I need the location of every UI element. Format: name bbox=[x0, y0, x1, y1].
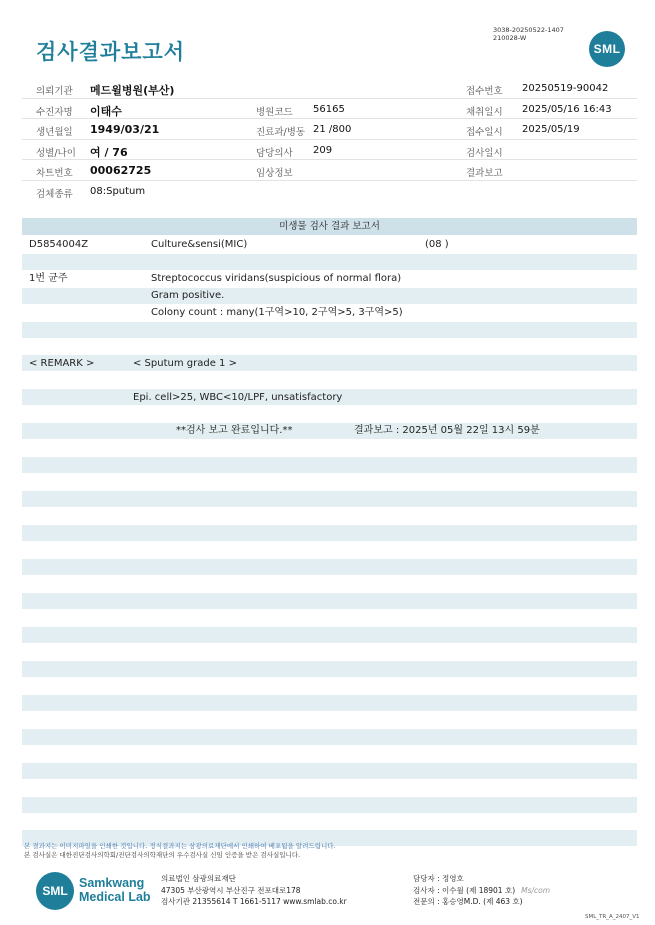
received-label: 접수일시 bbox=[466, 127, 503, 138]
isolate-label: 1번 균주 bbox=[29, 273, 68, 284]
info-row bbox=[22, 99, 637, 120]
staff-info bbox=[413, 873, 550, 908]
name-value: 이태수 bbox=[90, 104, 122, 118]
stripe-row bbox=[22, 491, 637, 507]
info-row bbox=[22, 78, 637, 99]
sex-age-value: 여 / 76 bbox=[90, 145, 128, 159]
lab-address bbox=[161, 873, 347, 908]
sml-footer-logo-icon: SML bbox=[36, 872, 74, 910]
brand-name-line2: Medical Lab bbox=[79, 890, 151, 904]
test-spec: (08 ) bbox=[425, 239, 449, 250]
document-code-line2: 210028-W bbox=[493, 34, 527, 42]
stripe-row bbox=[22, 627, 637, 643]
dob-value: 1949/03/21 bbox=[90, 123, 160, 136]
isolate-organism: Streptococcus viridans(suspicious of normal flora) bbox=[151, 273, 402, 284]
info-row bbox=[22, 181, 637, 202]
dept-label: 진료과/병동 bbox=[256, 127, 306, 138]
collected-label: 채취일시 bbox=[466, 106, 503, 118]
receipt-no-value: 20250519-90042 bbox=[522, 83, 609, 94]
specimen-value: 08:Sputum bbox=[90, 185, 146, 197]
info-row bbox=[22, 119, 637, 140]
stripe-row bbox=[22, 288, 637, 304]
document-code-line1: 3038-20250522-1407 bbox=[493, 26, 564, 34]
staff-tester: 검사자 : 이수월 (제 18901 호) bbox=[413, 885, 516, 895]
sex-age-label: 성별/나이 bbox=[36, 147, 76, 159]
exam-date-label: 검사일시 bbox=[466, 147, 503, 159]
stripe-row bbox=[22, 457, 637, 473]
stripe-row bbox=[22, 525, 637, 541]
stripe-row bbox=[22, 797, 637, 813]
lab-address-line3: 검사기관 21355614 T 1661-5117 www.smlab.co.kr bbox=[161, 897, 347, 906]
stripe-row bbox=[22, 593, 637, 609]
stripe-row bbox=[22, 355, 637, 371]
stripe-row bbox=[22, 322, 637, 338]
staff-specialist: 전문의 : 홍승영M.D. (제 463 호) bbox=[413, 897, 523, 906]
staff-tester-row bbox=[413, 885, 550, 897]
received-value: 2025/05/19 bbox=[522, 124, 580, 135]
remark-detail: Epi. cell>25, WBC<10/LPF, unsatisfactory bbox=[133, 392, 343, 403]
test-name: Culture&sensi(MIC) bbox=[151, 239, 248, 250]
sml-logo-icon: SML bbox=[589, 31, 625, 67]
stripe-row bbox=[22, 423, 637, 439]
stripe-row bbox=[22, 763, 637, 779]
brand-name-line1: Samkwang bbox=[79, 876, 145, 890]
document-code bbox=[493, 26, 564, 42]
hospital-code-label: 병원코드 bbox=[256, 106, 293, 118]
hospital-code-value: 56165 bbox=[313, 103, 345, 115]
remark-grade: < Sputum grade 1 > bbox=[133, 358, 237, 369]
specimen-label: 검체종류 bbox=[36, 188, 73, 200]
doctor-value: 209 bbox=[313, 144, 333, 156]
isolate-gram: Gram positive. bbox=[151, 290, 225, 301]
report-title: 검사결과보고서 bbox=[36, 40, 186, 64]
clinical-label: 임상정보 bbox=[256, 168, 293, 179]
institution-value: 메드윌병원(부산) bbox=[90, 84, 175, 97]
lab-address-line2: 47305 부산광역시 부산진구 전포대로178 bbox=[161, 885, 301, 895]
receipt-no-label: 접수번호 bbox=[466, 86, 503, 97]
form-code: SML_TR_A_2407_V1 bbox=[585, 914, 640, 920]
doctor-label: 담당의사 bbox=[256, 147, 293, 159]
info-row bbox=[22, 140, 637, 161]
isolate-colony-count: Colony count : many(1구역>10, 2구역>5, 3구역>5) bbox=[151, 307, 403, 318]
name-label: 수진자명 bbox=[36, 106, 73, 118]
staff-manager: 담당자 : 정영호 bbox=[413, 874, 464, 883]
remark-label: < REMARK > bbox=[29, 358, 95, 369]
lab-address-line1: 의료법인 삼광의료재단 bbox=[161, 874, 236, 883]
chart-no-label: 차트번호 bbox=[36, 168, 73, 179]
report-label: 결과보고 bbox=[466, 168, 503, 179]
patient-info-table bbox=[22, 78, 637, 201]
brand-name bbox=[79, 876, 151, 904]
report-complete-message: **검사 보고 완료입니다.** bbox=[176, 425, 293, 436]
footer-note-certification: 본 검사실은 대한진단검사의학회/진단검사의학재단의 우수검사실 신임 인증을 받은 검사실입니다. bbox=[24, 851, 301, 859]
chart-no-value: 00062725 bbox=[90, 164, 152, 177]
tester-signature: Ms/com bbox=[521, 885, 551, 895]
collected-value: 2025/05/16 16:43 bbox=[522, 103, 612, 115]
dob-label: 생년월일 bbox=[36, 127, 73, 138]
institution-label: 의뢰기관 bbox=[36, 86, 73, 97]
footer-note-image-copy: 본 결과지는 이미지파일을 인쇄한 것입니다. 정식결과지는 삼광의료재단에서 인쇄하여 배포됨을 알려드립니다. bbox=[24, 842, 336, 850]
stripe-row bbox=[22, 695, 637, 711]
dept-value: 21 /800 bbox=[313, 124, 352, 135]
info-row bbox=[22, 160, 637, 181]
test-code: D5854004Z bbox=[29, 239, 89, 250]
stripe-row bbox=[22, 661, 637, 677]
result-section-title: 미생물 검사 결과 보고서 bbox=[22, 218, 637, 235]
stripe-row bbox=[22, 559, 637, 575]
report-time: 결과보고 : 2025년 05월 22일 13시 59분 bbox=[354, 425, 540, 436]
stripe-row bbox=[22, 254, 637, 270]
stripe-row bbox=[22, 729, 637, 745]
